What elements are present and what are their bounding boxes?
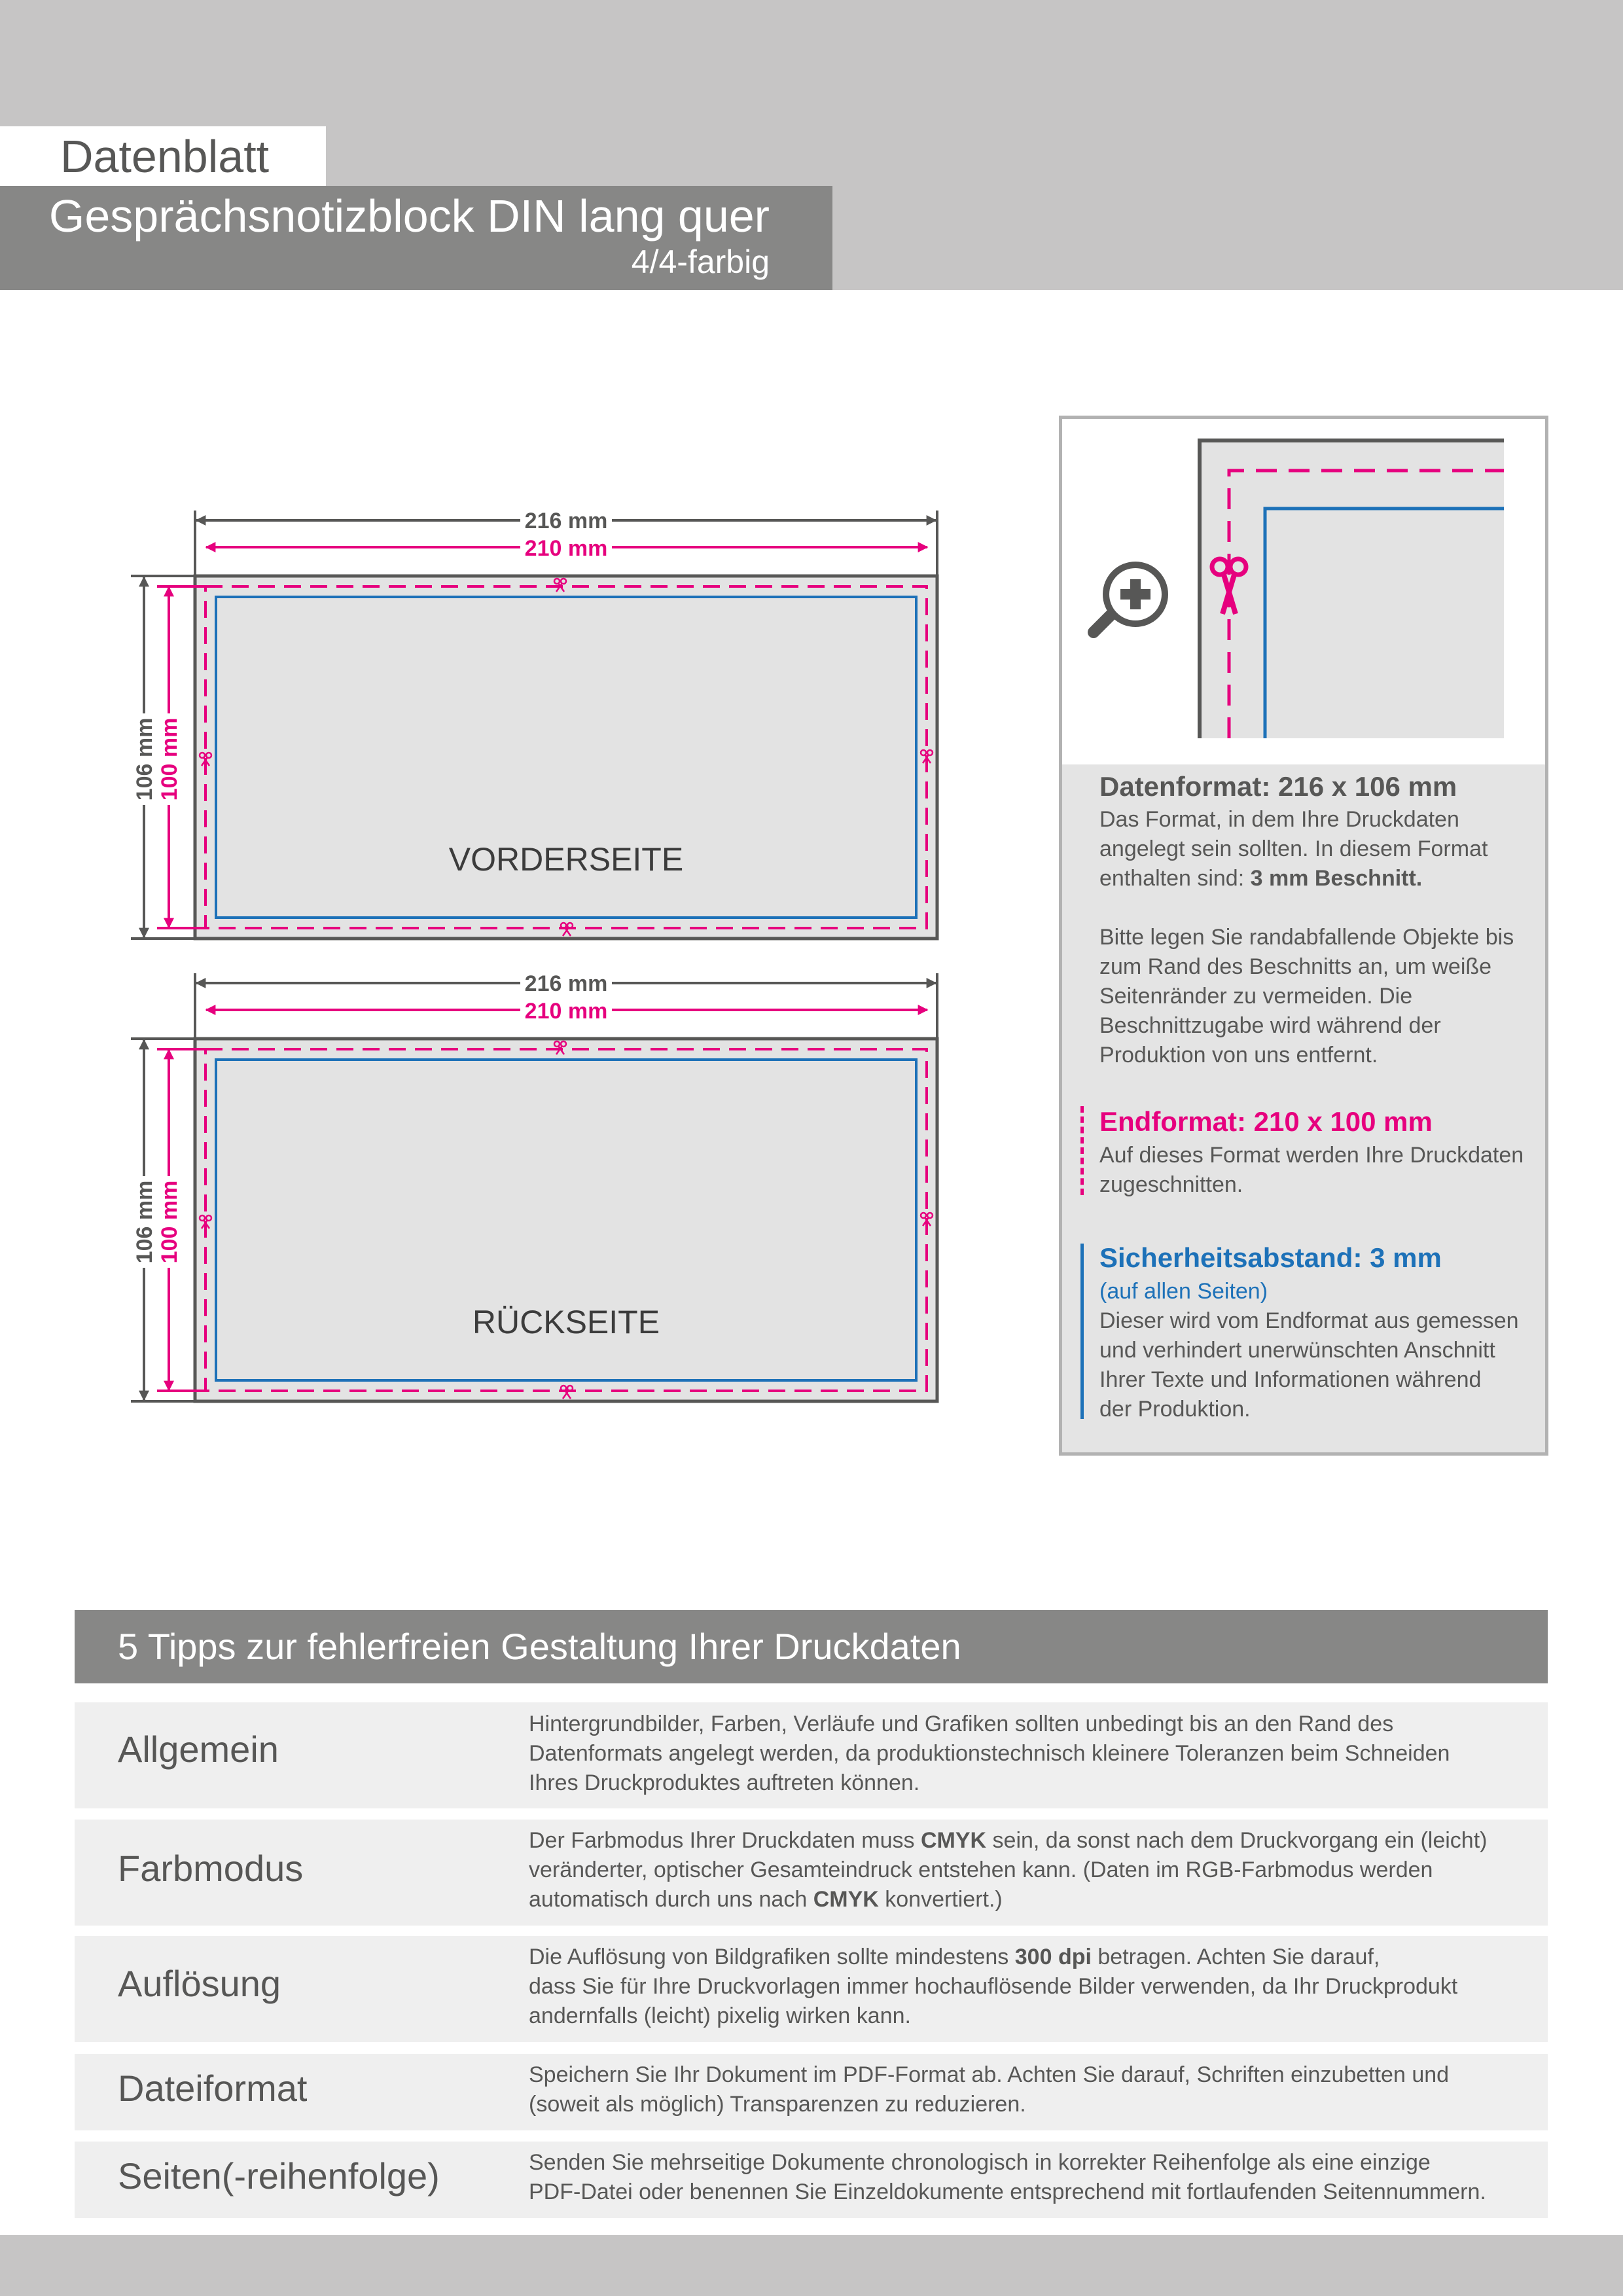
endformat-heading: Endformat: 210 x 100 mm [1099, 1106, 1433, 1137]
datenformat-line: Das Format, in dem Ihre Druckdaten [1099, 807, 1459, 832]
datenformat-para: Seitenränder zu vermeiden. Die [1099, 984, 1413, 1009]
endformat-line: Auf dieses Format werden Ihre Druckdaten [1099, 1143, 1524, 1168]
datenformat-para: Produktion von uns entfernt. [1099, 1043, 1378, 1067]
tip-text: (soweit als möglich) Transparenzen zu reduzieren. [529, 2092, 1026, 2117]
zoom-in-icon [1094, 562, 1168, 632]
front-height-outer: 106 mm [132, 717, 157, 801]
front-label: VORDERSEITE [448, 841, 684, 878]
back-width-outer: 216 mm [524, 971, 608, 996]
info-panel [1059, 416, 1548, 1456]
datenformat-para: Beschnittzugabe wird während der [1099, 1013, 1441, 1038]
front-height-inner: 100 mm [157, 717, 182, 801]
format-diagram [118, 497, 969, 1427]
datenformat-line: enthalten sind: 3 mm Beschnitt. [1099, 866, 1423, 891]
tip-text: dass Sie für Ihre Druckvorlagen immer hochauflösende Bilder verwenden, da Ihr Druckprodukt [529, 1974, 1458, 1999]
tip-text: Die Auflösung von Bildgrafiken sollte mindestens 300 dpi betragen. Achten Sie darauf, [529, 1945, 1380, 1969]
back-width-inner: 210 mm [524, 999, 608, 1024]
back-height-inner: 100 mm [157, 1180, 182, 1264]
safety-line: Dieser wird vom Endformat aus gemessen [1099, 1308, 1519, 1333]
zoom-detail [1062, 419, 1545, 767]
safety-line: Ihrer Texte und Informationen während [1099, 1367, 1482, 1392]
front-width-inner: 210 mm [524, 536, 608, 561]
tip-text: veränderter, optischer Gesamteindruck entstehen kann. (Daten im RGB-Farbmodus werden [529, 1857, 1433, 1882]
safety-note: (auf allen Seiten) [1099, 1279, 1268, 1304]
datenformat-para: Bitte legen Sie randabfallende Objekte bis [1099, 925, 1514, 950]
info-text-block [1062, 764, 1545, 1452]
doc-type: Datenblatt [60, 131, 270, 182]
tip-label: Auflösung [118, 1963, 281, 2004]
datenformat-heading: Datenformat: 216 x 106 mm [1099, 771, 1457, 802]
front-panel [131, 507, 937, 939]
back-label: RÜCKSEITE [472, 1304, 660, 1340]
datenformat-line: angelegt sein sollten. In diesem Format [1099, 836, 1488, 861]
endformat-marker [1080, 1106, 1084, 1195]
tip-text: Ihres Druckproduktes auftreten können. [529, 1770, 920, 1795]
back-panel [131, 969, 937, 1401]
safety-line: der Produktion. [1099, 1397, 1251, 1422]
tip-text: Hintergrundbilder, Farben, Verläufe und Grafiken sollten unbedingt bis an den Rand des [529, 1712, 1394, 1736]
tip-text: Speichern Sie Ihr Dokument im PDF-Format ab. Achten Sie darauf, Schriften einzubetten und [529, 2062, 1450, 2087]
tip-text: Senden Sie mehrseitige Dokumente chronologisch in korrekter Reihenfolge als eine einzige [529, 2150, 1431, 2175]
page-subtitle: 4/4-farbig [631, 243, 770, 280]
back-height-outer: 106 mm [132, 1180, 157, 1264]
safety-heading: Sicherheitsabstand: 3 mm [1099, 1242, 1442, 1273]
tip-text: Der Farbmodus Ihrer Druckdaten muss CMYK sein, da sonst nach dem Druckvorgang ein (leicht) [529, 1828, 1488, 1853]
endformat-line: zugeschnitten. [1099, 1172, 1243, 1197]
safety-marker [1080, 1244, 1084, 1419]
safety-line: und verhindert unerwünschten Anschnitt [1099, 1338, 1495, 1363]
page-title: Gesprächsnotizblock DIN lang quer [48, 190, 770, 242]
tip-label: Dateiformat [118, 2068, 308, 2109]
tip-text: PDF-Datei oder benennen Sie Einzeldokumente entsprechend mit fortlaufenden Seitennummern. [529, 2179, 1486, 2204]
tip-label: Farbmodus [118, 1848, 304, 1889]
tip-text: Datenformats angelegt werden, da produktionstechnisch kleinere Toleranzen beim Schneiden [529, 1741, 1450, 1766]
tip-label: Seiten(-reihenfolge) [118, 2155, 440, 2197]
tips-title: 5 Tipps zur fehlerfreien Gestaltung Ihrer Druckdaten [118, 1626, 961, 1667]
tip-text: andernfalls (leicht) pixelig wirken kann. [529, 2003, 911, 2028]
tip-label: Allgemein [118, 1729, 279, 1770]
zoom-illustration [1062, 419, 1545, 762]
tip-text: automatisch durch uns nach CMYK konvertiert.) [529, 1887, 1003, 1912]
datenformat-para: zum Rand des Beschnitts an, um weiße [1099, 954, 1492, 979]
front-width-outer: 216 mm [524, 509, 608, 533]
footer-band [0, 2235, 1623, 2296]
